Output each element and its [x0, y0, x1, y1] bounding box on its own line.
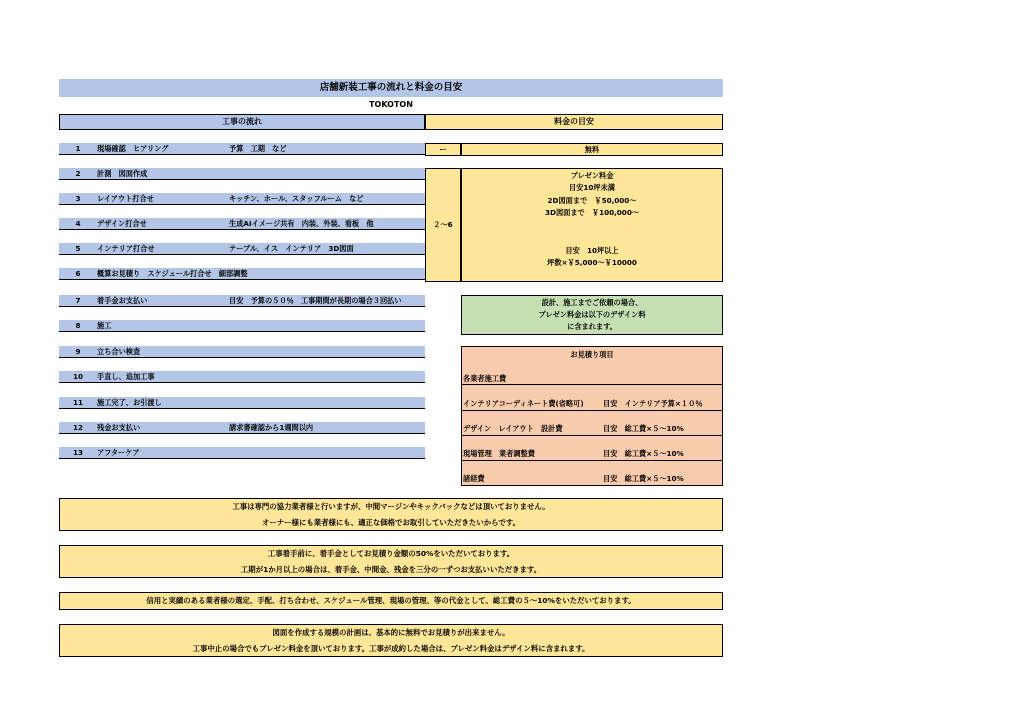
design-fee-note-line: 設計、施工までご依頼の場合、 [541, 298, 643, 307]
design-fee-note-line: に含まれます。 [567, 322, 617, 331]
estimate-divider [462, 384, 722, 385]
note-line: 工事中止の場合でもプレゼン料金を頂いております。工事が成約した場合は、プレゼン料金はデザイン料に含まれます。 [192, 644, 590, 653]
note-line: 工期が1か月以上の場合は、着手金、中間金、残金を三分の一ずつお支払いいただきます。 [240, 565, 542, 574]
step-number: 13 [72, 447, 83, 457]
step-number: 7 [75, 295, 81, 305]
step-number: 11 [72, 397, 83, 407]
estimate-divider [462, 435, 722, 436]
present-fee-line: 坪数×￥5,000〜￥10000 [547, 258, 637, 267]
step-name: アフターケア [97, 447, 140, 457]
step-row-2 [59, 168, 425, 180]
present-fee-line: 3D図面まで ￥100,000〜 [544, 208, 640, 217]
step-name: 現場確認 ヒアリング [97, 143, 169, 153]
step-detail: 請求書確認から1週間以内 [229, 422, 314, 432]
present-fee-line: 目安10坪未満 [569, 183, 615, 192]
estimate-item-label: デザイン レイアウト 設計費 [463, 424, 563, 433]
step-row-7 [59, 295, 425, 307]
step-detail: 目安 予算の５０％ 工事期間が長期の場合３回払い [229, 295, 402, 305]
estimate-item-label: 諸経費 [463, 474, 485, 483]
fee-step1-value: 無料 [461, 143, 723, 156]
estimate-divider [462, 410, 722, 411]
step-number: 5 [75, 243, 81, 253]
estimate-item-value: 目安 インテリア予算×１０％ [603, 399, 703, 408]
company-name: TOKOTON [369, 100, 413, 109]
step-name: デザイン打合せ [97, 218, 147, 228]
estimate-divider [462, 460, 722, 461]
step-row-8 [59, 320, 425, 332]
step-name: レイアウト打合せ [97, 193, 154, 203]
step-name: 着手金お支払い [97, 295, 148, 305]
note-line: 図面を作成する規模の計画は、基本的に無料でお見積りが出来ません。 [272, 628, 510, 637]
step-row-13 [59, 447, 425, 459]
flow-header-label: 工事の流れ [222, 117, 262, 126]
step-name: 残金お支払い [97, 422, 141, 432]
step-number: 9 [75, 346, 81, 356]
step-row-11 [59, 397, 425, 409]
step-row-1 [59, 143, 425, 155]
step-detail: 予算 工期 など [229, 143, 287, 153]
step-detail: 生成AIイメージ共有 内装、外装、看板 他 [229, 218, 374, 228]
design-fee-note-line: プレゼン料金は以下のデザイン料 [538, 310, 646, 319]
estimate-item-label: インテリアコーディネート費(省略可) [463, 399, 584, 408]
estimate-item-value: 目安 総工費×５〜10% [603, 449, 684, 458]
step-row-4 [59, 218, 425, 230]
estimate-title: お見積り項目 [570, 350, 614, 359]
present-fee-line: 2D図面まで ￥50,000〜 [547, 196, 637, 205]
step-number: 12 [72, 422, 83, 432]
step-number: 8 [75, 320, 81, 330]
step-name: 施工完了、お引渡し [97, 397, 162, 407]
page-title: 店舗新装工事の流れと料金の目安 [319, 82, 463, 93]
step-row-9 [59, 346, 425, 358]
step-number: 1 [75, 143, 81, 153]
step-number: 10 [72, 371, 83, 381]
step-number: 6 [75, 268, 81, 278]
step-detail: テーブル、イス インテリア 3D図面 [229, 243, 354, 253]
note-box-margin [59, 498, 723, 531]
step-name: 手直し、追加工事 [97, 371, 155, 381]
step-number: 2 [75, 168, 81, 178]
fee-present-range: ２〜6 [425, 168, 461, 282]
step-name: 計測 図面作成 [97, 168, 148, 178]
estimate-item-label: 現場管理 業者調整費 [463, 449, 535, 458]
estimate-item-value: 目安 総工費×５〜10% [603, 474, 684, 483]
step-row-3 [59, 193, 425, 205]
fee-present-box [461, 168, 723, 282]
fee-header [425, 114, 723, 130]
note-box-management [59, 592, 723, 610]
note-line: オーナー様にも業者様にも、適正な価格でお取引していただきたいからです。 [261, 518, 520, 527]
step-name: インテリア打合せ [97, 243, 155, 253]
step-row-6 [59, 268, 425, 280]
step-number: 3 [75, 193, 81, 203]
step-row-12 [59, 422, 425, 434]
note-box-drawing [59, 624, 723, 657]
design-fee-note-box [461, 295, 723, 335]
step-detail: キッチン、ホール、スタッフルーム など [229, 193, 364, 203]
step-name: 概算お見積り スケジュール打合せ 細部調整 [97, 268, 248, 278]
step-number: 4 [75, 218, 81, 228]
fee-step1-range: ー [425, 143, 461, 156]
step-row-10 [59, 371, 425, 383]
note-line: 工事着手前に、着手金としてお見積り金額の50%をいただいております。 [267, 549, 515, 558]
flow-header [59, 114, 425, 130]
estimate-box [461, 346, 723, 486]
estimate-item-value: 目安 総工費×５〜10% [603, 424, 684, 433]
present-fee-title: プレゼン料金 [570, 171, 614, 180]
note-line: 信用と実績のある業者様の選定、手配、打ち合わせ、スケジュール管理、現場の管理、等の代金として、総工費の５〜10%をいただいております。 [146, 596, 636, 605]
step-name: 立ち合い検査 [97, 346, 141, 356]
present-fee-line: 目安 10坪以上 [565, 246, 619, 255]
step-row-5 [59, 243, 425, 255]
step-name: 施工 [97, 320, 112, 330]
note-line: 工事は専門の協力業者様と行いますが、中間マージンやキックバックなどは頂いておりません。 [232, 502, 550, 511]
estimate-item-label: 各業者施工費 [463, 374, 507, 383]
fee-header-label: 料金の目安 [554, 117, 594, 126]
note-box-deposit [59, 545, 723, 578]
title-bar [59, 79, 723, 97]
